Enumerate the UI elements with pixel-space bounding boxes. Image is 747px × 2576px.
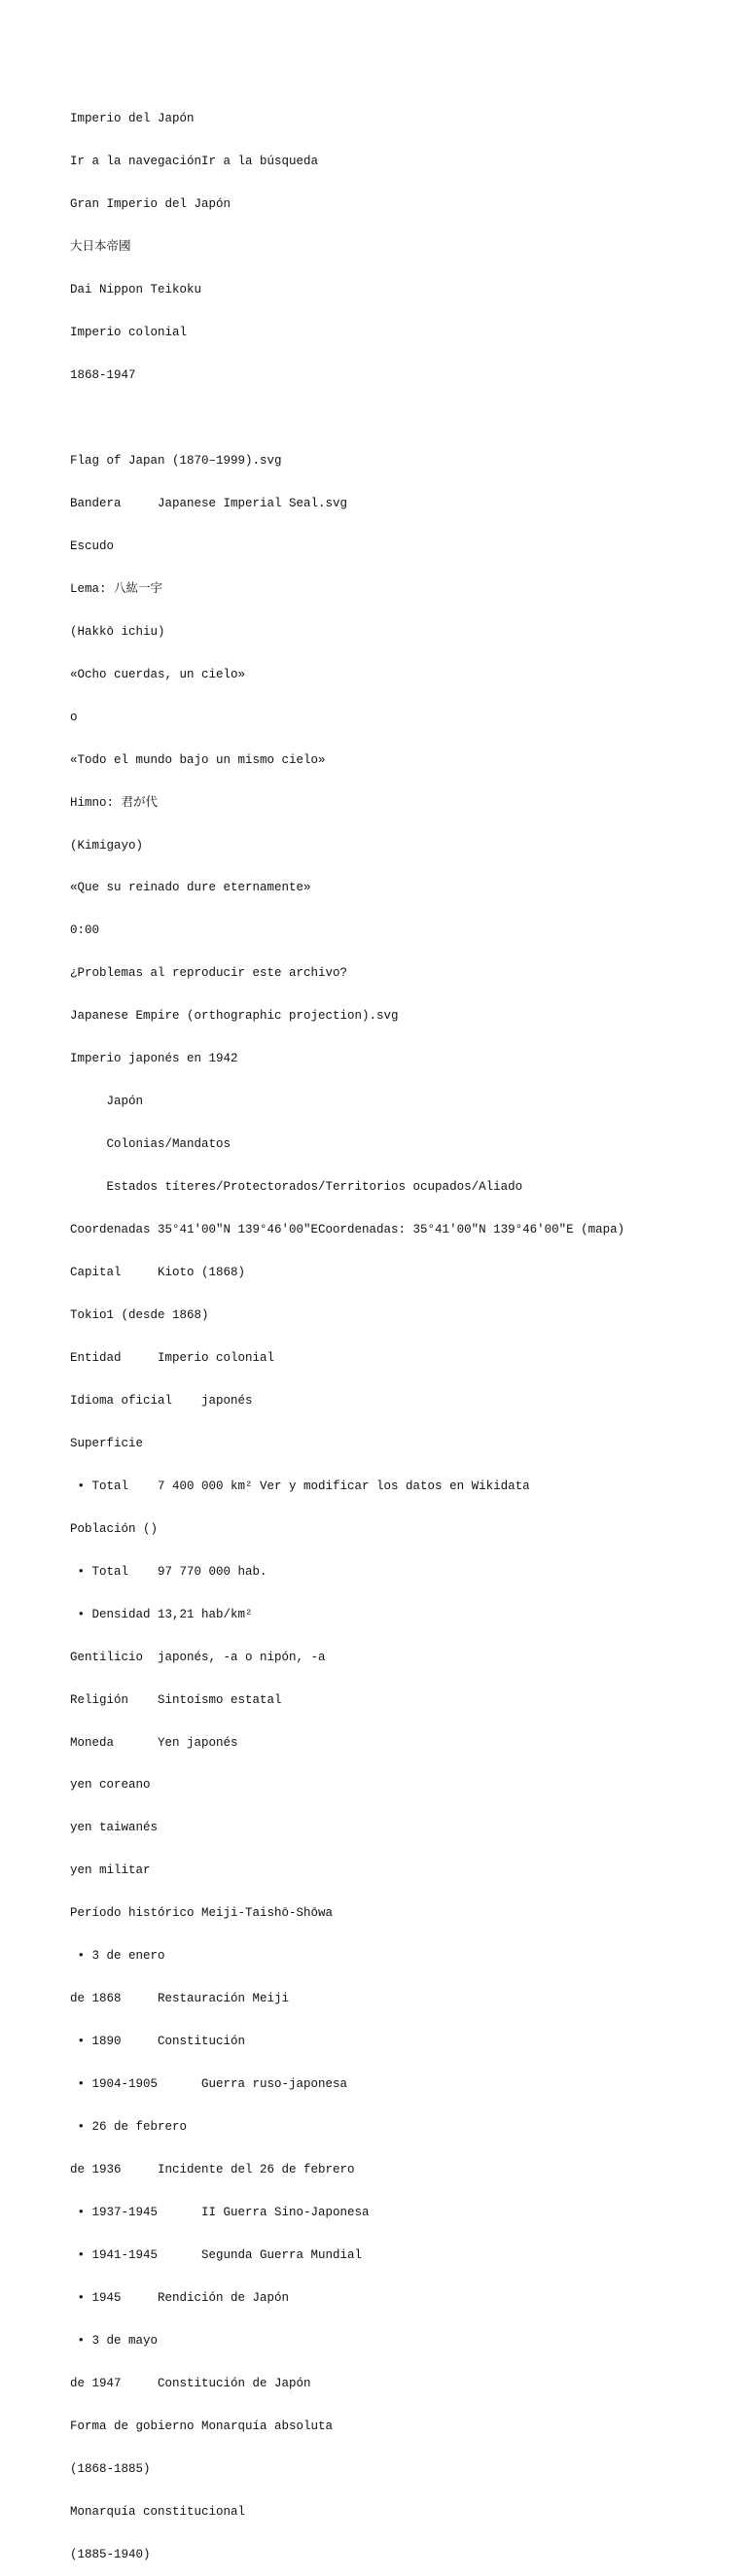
event-world-war-2: • 1941-1945 Segunda Guerra Mundial (70, 2247, 363, 2262)
entity-line: Entidad Imperio colonial (70, 1350, 275, 1365)
government-period-1: (1868-1885) (70, 2461, 151, 2476)
event-constitution-1947: de 1947 Constitución de Japón (70, 2376, 311, 2390)
event-constitution-1890: • 1890 Constitución (70, 2035, 246, 2049)
anthem-translation: «Que su reinado dure eternamente» (70, 881, 311, 895)
currency-line: Moneda Yen japonés (70, 1735, 238, 1750)
government-period-2: (1885-1940) (70, 2547, 151, 2561)
event-meiji-restoration: de 1868 Restauración Meiji (70, 1992, 290, 2006)
currency-korean: yen coreano (70, 1778, 151, 1793)
religion-line: Religión Sintoísmo estatal (70, 1692, 282, 1707)
coat-of-arms-label: Escudo (70, 539, 115, 553)
event-date-3: • 3 de mayo (70, 2333, 159, 2348)
legend-japan: Japón (70, 1095, 144, 1109)
audio-help-link[interactable]: ¿Problemas al reproducir este archivo? (70, 966, 348, 981)
historical-period-line: Período histórico Meiji-Taishō-Shōwa (70, 1906, 334, 1921)
motto-translation-2: «Todo el mundo bajo un mismo cielo» (70, 752, 326, 767)
area-heading: Superficie (70, 1436, 144, 1450)
motto-romanized: (Hakkō ichiu) (70, 624, 165, 639)
article-title: Imperio del Japón (70, 112, 195, 126)
government-constitutional: Monarquía constitucional (70, 2504, 246, 2519)
demonym-line: Gentilicio japonés, -a o nipón, -a (70, 1650, 326, 1664)
event-russo-japanese-war: • 1904-1905 Guerra ruso-japonesa (70, 2077, 348, 2092)
event-date-2: • 26 de febrero (70, 2120, 188, 2135)
official-language-line: Idioma oficial japonés (70, 1393, 253, 1408)
motto-or: o (70, 710, 78, 724)
audio-time[interactable]: 0:00 (70, 923, 100, 938)
map-caption: Imperio japonés en 1942 (70, 1052, 238, 1066)
map-file-link[interactable]: Japanese Empire (orthographic projection).svg (70, 1009, 399, 1024)
event-surrender: • 1945 Rendición de Japón (70, 2290, 290, 2305)
period-range: 1868-1947 (70, 368, 136, 383)
official-name: Gran Imperio del Japón (70, 197, 231, 212)
government-form-line: Forma de gobierno Monarquía absoluta (70, 2419, 334, 2433)
anthem-romanized: (Kimigayo) (70, 838, 144, 853)
skip-links[interactable]: Ir a la navegaciónIr a la búsqueda (70, 155, 319, 169)
motto-line: Lema: 八紘一宇 (70, 581, 163, 596)
coordinates-line[interactable]: Coordenadas 35°41′00″N 139°46′00″ECoordenadas: 35°41′00″N 139°46′00″E (mapa) (70, 1223, 625, 1237)
population-total: • Total 97 770 000 hab. (70, 1564, 267, 1579)
legend-colonies: Colonias/Mandatos (70, 1137, 231, 1152)
blank-line (70, 411, 741, 426)
anthem-line: Himno: 君が代 (70, 795, 159, 810)
flag-seal-labels[interactable]: Bandera Japanese Imperial Seal.svg (70, 496, 348, 510)
event-february-incident: de 1936 Incidente del 26 de febrero (70, 2163, 355, 2177)
capital-tokyo: Tokio1 (desde 1868) (70, 1308, 209, 1322)
capital-line: Capital Kioto (1868) (70, 1266, 246, 1280)
currency-military: yen militar (70, 1863, 151, 1878)
area-total[interactable]: • Total 7 400 000 km² Ver y modificar los datos en Wikidata (70, 1479, 530, 1493)
motto-translation-1: «Ocho cuerdas, un cielo» (70, 667, 246, 681)
currency-taiwanese: yen taiwanés (70, 1821, 159, 1835)
legend-puppet-states: Estados títeres/Protectorados/Territorios ocupados/Aliado (70, 1180, 523, 1195)
event-sino-japanese-war: • 1937-1945 II Guerra Sino-Japonesa (70, 2206, 370, 2220)
romanized-name: Dai Nippon Teikoku (70, 283, 202, 297)
population-heading: Población () (70, 1521, 159, 1536)
native-name: 大日本帝國 (70, 240, 131, 255)
entity-type: Imperio colonial (70, 326, 188, 340)
event-date-1: • 3 de enero (70, 1949, 165, 1964)
document-text (70, 84, 741, 2576)
flag-file-link[interactable]: Flag of Japan (1870–1999).svg (70, 453, 282, 468)
population-density: • Densidad 13,21 hab/km² (70, 1607, 253, 1621)
